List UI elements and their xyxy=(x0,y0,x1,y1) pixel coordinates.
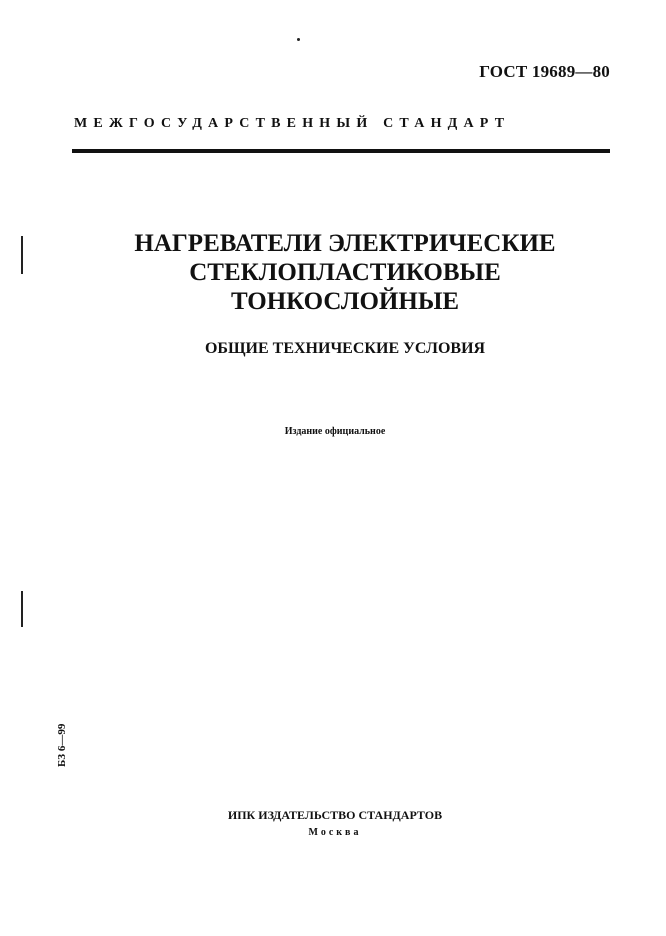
title-line-3: ТОНКОСЛОЙНЫЕ xyxy=(230,288,460,315)
publisher-city: Москва xyxy=(308,827,362,838)
document-title xyxy=(100,229,590,316)
binding-mark-top xyxy=(21,236,23,274)
interstate-standard-label: МЕЖГОСУДАРСТВЕННЫЙ СТАНДАРТ xyxy=(74,116,511,131)
scan-dot xyxy=(297,38,300,41)
title-line-1: НАГРЕВАТЕЛИ ЭЛЕКТРИЧЕСКИЕ xyxy=(134,230,556,257)
edition-label: Издание официальное xyxy=(284,426,386,437)
binding-mark-bottom xyxy=(21,591,23,627)
document-subtitle: ОБЩИЕ ТЕХНИЧЕСКИЕ УСЛОВИЯ xyxy=(204,340,486,357)
header-divider xyxy=(72,149,610,153)
publisher-name: ИПК ИЗДАТЕЛЬСТВО СТАНДАРТОВ xyxy=(227,808,443,822)
standard-number: ГОСТ 19689—80 xyxy=(479,62,610,81)
title-line-2: СТЕКЛОПЛАСТИКОВЫЕ xyxy=(189,259,501,286)
side-code: БЗ 6—99 xyxy=(56,723,68,767)
